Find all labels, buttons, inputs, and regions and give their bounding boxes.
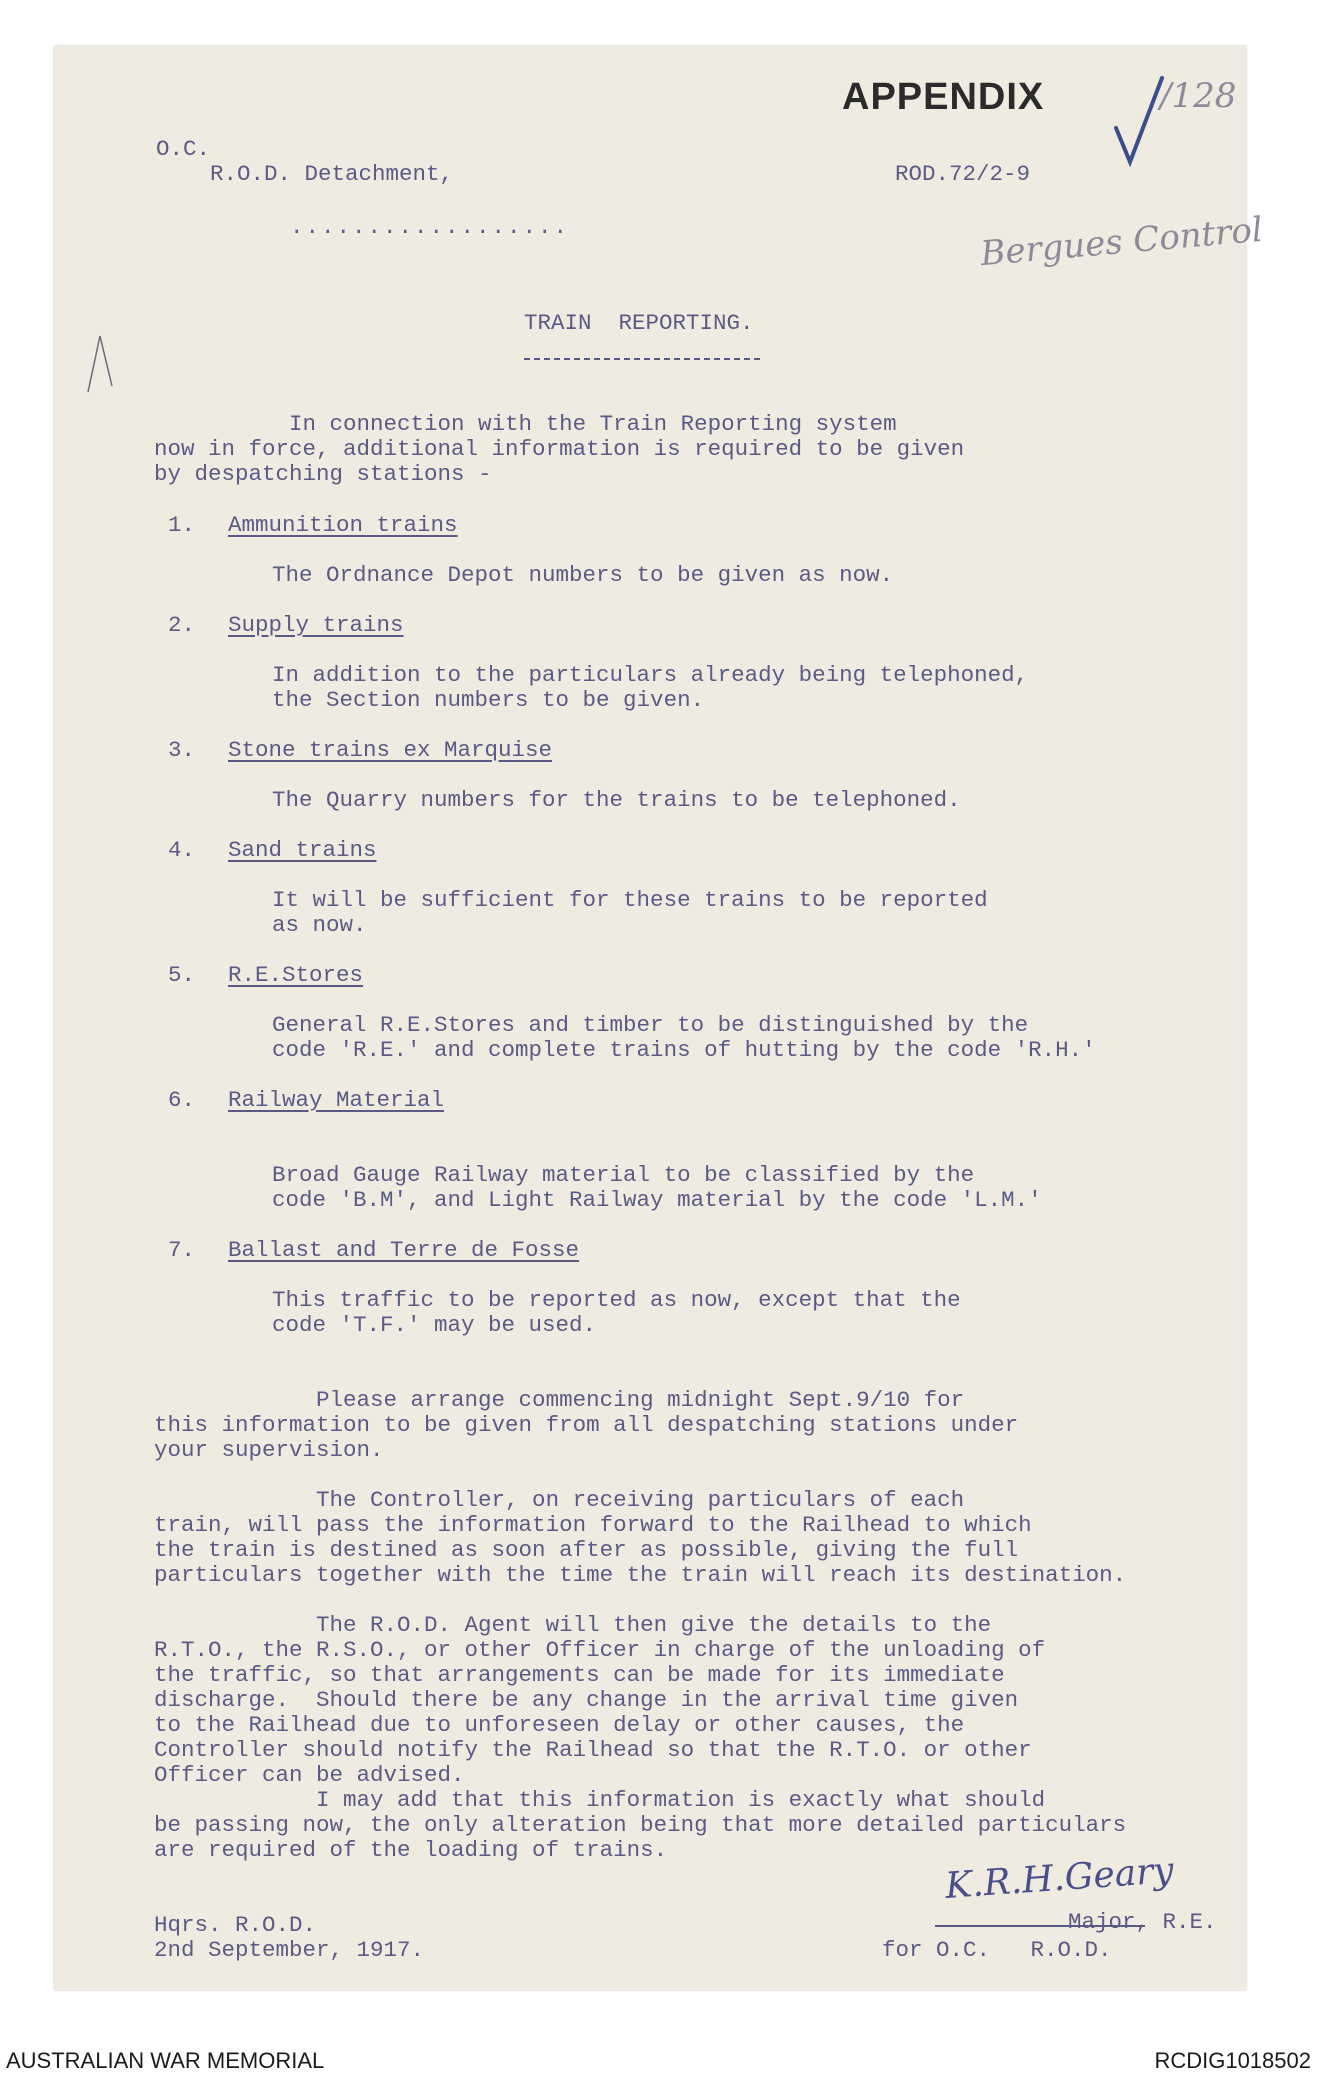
item-heading: Ballast and Terre de Fosse: [228, 1237, 580, 1263]
item-heading: Sand trains: [228, 837, 377, 863]
item-text-line: as now.: [272, 912, 367, 938]
body-line: train, will pass the information forward to the Railhead to which: [154, 1512, 1032, 1538]
item-heading: Railway Material: [228, 1087, 445, 1113]
body-line: R.T.O., the R.S.O., or other Officer in charge of the unloading of: [154, 1637, 1046, 1663]
date-line: 2nd September, 1917.: [154, 1937, 425, 1963]
document-title: TRAIN REPORTING.: [524, 310, 754, 336]
item-number: 2.: [168, 612, 196, 638]
item-text-line: General R.E.Stores and timber to be distinguished by the: [272, 1012, 1029, 1038]
intro-line-3: by despatching stations -: [154, 461, 492, 487]
dotted-line: ..................: [290, 214, 570, 240]
body-line: the traffic, so that arrangements can be made for its immediate: [154, 1662, 1005, 1688]
body-line: are required of the loading of trains.: [154, 1837, 668, 1863]
body-line: The Controller, on receiving particulars of each: [154, 1487, 965, 1513]
body-line: The R.O.D. Agent will then give the details to the: [154, 1612, 992, 1638]
body-line: be passing now, the only alteration being that more detailed particulars: [154, 1812, 1127, 1838]
item-text-line: This traffic to be reported as now, except that the: [272, 1287, 961, 1313]
body-line: your supervision.: [154, 1437, 384, 1463]
hqrs-line: Hqrs. R.O.D.: [154, 1912, 317, 1938]
item-text-line: code 'B.M', and Light Railway material by the code 'L.M.': [272, 1187, 1042, 1213]
signature-rank: Major, R.E.: [1068, 1909, 1217, 1935]
item-text-line: Broad Gauge Railway material to be classified by the: [272, 1162, 975, 1188]
footer-source: AUSTRALIAN WAR MEMORIAL: [6, 2048, 325, 2073]
signature-for-line: for O.C. R.O.D.: [882, 1937, 1112, 1963]
body-line: Officer can be advised.: [154, 1762, 465, 1788]
appendix-stamp: APPENDIX: [842, 76, 1045, 118]
item-text-line: code 'T.F.' may be used.: [272, 1312, 597, 1338]
handwritten-annotation: Bergues Control: [978, 209, 1265, 275]
body-line: the train is destined as soon after as possible, giving the full: [154, 1537, 1019, 1563]
title-underline: [524, 358, 760, 360]
item-text-line: The Quarry numbers for the trains to be telephoned.: [272, 787, 961, 813]
body-line: discharge. Should there be any change in the arrival time given: [154, 1687, 1019, 1713]
item-number: 5.: [168, 962, 196, 988]
item-heading: Supply trains: [228, 612, 404, 638]
item-number: 1.: [168, 512, 196, 538]
item-text-line: In addition to the particulars already being telephoned,: [272, 662, 1029, 688]
item-heading: Ammunition trains: [228, 512, 458, 538]
pencil-arrow-icon: [82, 330, 122, 400]
item-number: 7.: [168, 1237, 196, 1263]
addressee-line-2: R.O.D. Detachment,: [210, 161, 454, 187]
body-line: I may add that this information is exactly what should: [154, 1787, 1046, 1813]
signature: K.R.H.Geary: [943, 1850, 1175, 1907]
item-text-line: It will be sufficient for these trains to be reported: [272, 887, 988, 913]
footer-id: RCDIG1018502: [1154, 2048, 1311, 2073]
body-line: Please arrange commencing midnight Sept.9/10 for: [154, 1387, 965, 1413]
item-text-line: code 'R.E.' and complete trains of hutting by the code 'R.H.': [272, 1037, 1096, 1063]
addressee-line-1: O.C.: [156, 136, 211, 162]
body-line: Controller should notify the Railhead so that the R.T.O. or other: [154, 1737, 1032, 1763]
body-line: to the Railhead due to unforeseen delay or other causes, the: [154, 1712, 965, 1738]
intro-line-1: In connection with the Train Reporting system: [154, 411, 897, 437]
item-number: 3.: [168, 737, 196, 763]
body-line: particulars together with the time the train will reach its destination.: [154, 1562, 1127, 1588]
item-heading: R.E.Stores: [228, 962, 364, 988]
page-number-annotation: /128: [1160, 76, 1237, 116]
item-text-line: The Ordnance Depot numbers to be given as now.: [272, 562, 894, 588]
item-text-line: the Section numbers to be given.: [272, 687, 705, 713]
item-heading: Stone trains ex Marquise: [228, 737, 553, 763]
intro-line-2: now in force, additional information is required to be given: [154, 436, 965, 462]
item-number: 4.: [168, 837, 196, 863]
item-number: 6.: [168, 1087, 196, 1113]
body-line: this information to be given from all despatching stations under: [154, 1412, 1019, 1438]
reference-number: ROD.72/2-9: [895, 161, 1031, 187]
